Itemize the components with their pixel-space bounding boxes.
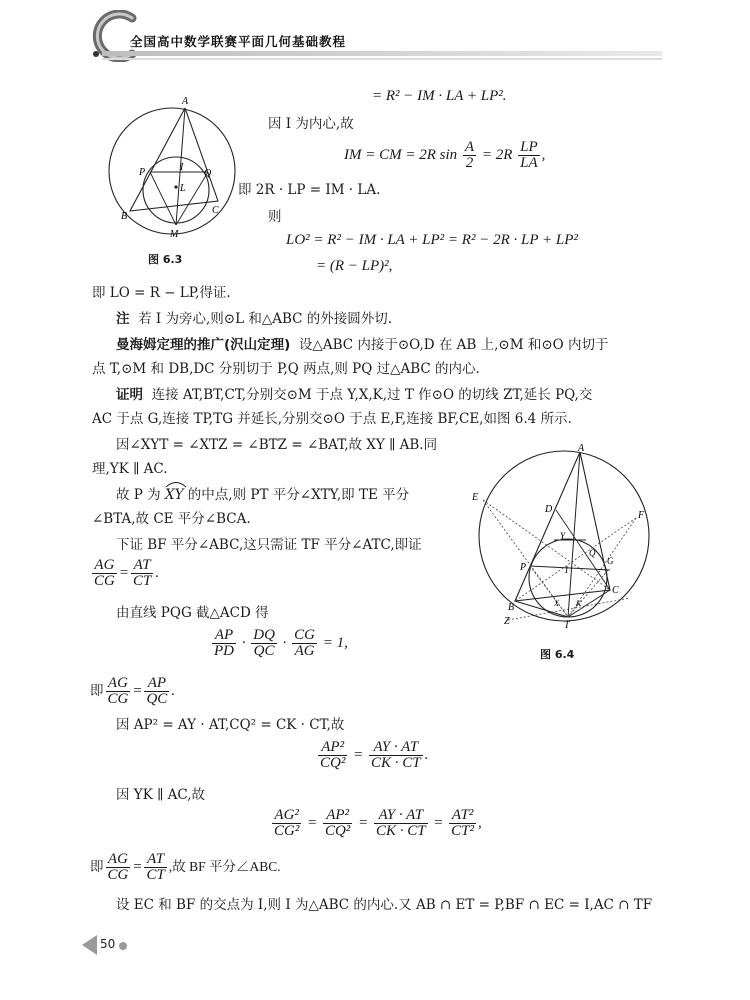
theorem-line-2: 点 T,⊙M 和 DB,DC 分别切于 P,Q 两点,则 PQ 过△ABC 的内心. [92, 361, 480, 377]
proof-p1b: 理,YK ∥ AC. [92, 461, 168, 477]
proof-p9: 设 EC 和 BF 的交点为 I,则 I 为△ABC 的内心.又 AB ∩ ET = P,BF ∩ EC = I,AC ∩ TF [116, 897, 653, 913]
proof-p6: 因 AP² = AY · AT,CQ² = CK · CT,故 [116, 717, 345, 733]
footer-dot-icon [118, 941, 128, 951]
eq-power: $\frac{\text{AP²}}{\text{CQ²}}$ = $\frac{AY \cdot AT}{CK \cdot CT}$ . [320, 739, 429, 771]
proof-line-2: AC 于点 G,连接 TP,TG 并延长,分别交⊙O 于点 E,F,连接 BF,CE,如图 6.4 所示. [92, 411, 572, 427]
fig63-label-I: I [180, 162, 184, 173]
fig64-label-Z: Z [504, 616, 510, 627]
note-paragraph: 注 若 I 为旁心,则⊙L 和△ABC 的外接圆外切. [116, 311, 393, 327]
eq-chain: $\frac{\text{AG²}}{\text{CG²}}$ = $\frac{\text{AP²}}{\text{CQ²}}$ = $\frac{AY \cdot AT}{CK \cdot CT}$ = $\frac{\text{AT²}}{\text{CT²}}$ , [274, 807, 482, 839]
proof-paragraph: 证明 连接 AT,BT,CT,分别交⊙M 于点 Y,X,K,过 T 作⊙O 的切线 ZT,延长 PQ,交 [116, 387, 593, 403]
figure-6-4-caption: 图 6.4 [540, 648, 575, 661]
proof-p4: 由直线 PQG 截△ACD 得 [116, 605, 269, 621]
header-title: 全国高中数学联赛平面几何基础教程 [130, 34, 347, 49]
fig64-label-K: K [576, 599, 582, 608]
proof-p3: 下证 BF 平分∠ABC,这只需证 TF 平分∠ATC,即证 [116, 537, 422, 553]
fig64-label-F: F [638, 510, 645, 521]
header-rule [90, 48, 662, 64]
footer-arrow-icon [80, 934, 98, 956]
eq-p5: 即 $\frac{AG}{CG}$ = $\frac{AP}{QC}$ . [90, 675, 176, 707]
theorem-paragraph: 曼海姆定理的推广(沢山定理) 设△ABC 内接于⊙O,D 在 AB 上,⊙M 和⊙O 内切于 [116, 337, 609, 353]
fig64-label-A: A [578, 443, 585, 454]
fig63-label-M: M [170, 229, 179, 240]
fig63-label-C: C [212, 205, 219, 216]
eq-line-7: = (R − LP)², [316, 258, 393, 274]
fig64-label-C: C [612, 585, 619, 596]
eq-p8: 即 $\frac{AG}{CG}$ = $\frac{AT}{CT}$ ,故 BF 平分∠ABC. [90, 851, 281, 883]
eq-menelaus: $\frac{AP}{PD}$ · $\frac{DQ}{QC}$ · $\frac{CG}{AG}$ = 1, [214, 627, 348, 659]
fig63-label-L: L [180, 183, 186, 194]
proof-p7: 因 YK ∥ AC,故 [116, 787, 205, 803]
eq-ag-cg: $\frac{AG}{CG}$ = $\frac{AT}{CT}$ . [94, 557, 160, 589]
fig63-label-Q: Q [204, 168, 212, 179]
eq-line-1: = R² − IM · LA + LP². [372, 88, 507, 104]
fig63-label-B: B [121, 211, 128, 222]
fig64-label-T: T [564, 620, 570, 630]
text-line-2: 因 I 为内心,故 [268, 116, 354, 132]
figure-6-4 [468, 440, 658, 630]
proof-p2c: ∠BTA,故 CE 平分∠BCA. [92, 511, 251, 527]
fig64-label-D: D [545, 504, 553, 515]
fig64-label-G: G [607, 556, 614, 566]
fig64-label-P: P [520, 562, 527, 573]
figure-6-3-caption: 图 6.3 [148, 253, 183, 266]
page-header [0, 0, 750, 70]
fig64-label-B: B [508, 602, 515, 613]
text-line-4: 即 2R · LP = IM · LA. [238, 182, 381, 198]
proof-p1a: 因∠XYT = ∠XTZ = ∠BTZ = ∠BAT,故 XY ∥ AB.同 [116, 437, 438, 453]
proof-p2: 故 P 为 XY 的中点,则 PT 平分∠XTY,即 TE 平分 [116, 486, 409, 504]
text-line-5: 则 [268, 209, 282, 225]
fig63-label-A: A [182, 96, 189, 107]
eq-line-6: LO² = R² − IM · LA + LP² = R² − 2R · LP + LP² [286, 232, 578, 248]
figure-6-3 [100, 95, 250, 240]
fig63-label-P: P [139, 167, 146, 178]
fig64-label-I: I [565, 565, 568, 575]
eq-line-3: IM = CM = 2R sin $\frac{A}{2}$ = 2R $\frac{LP}{LA}$ , [344, 139, 546, 171]
fig64-label-E: E [472, 492, 479, 503]
fig64-label-Q: Q [589, 548, 596, 558]
page-footer [80, 932, 200, 958]
arc-xy: XY [165, 486, 184, 504]
text-line-8: 即 LO = R − LP,得证. [92, 285, 231, 301]
page-number: 50 [100, 937, 116, 951]
fig64-label-Y: Y [560, 531, 566, 541]
fig64-label-X: X [554, 599, 559, 608]
